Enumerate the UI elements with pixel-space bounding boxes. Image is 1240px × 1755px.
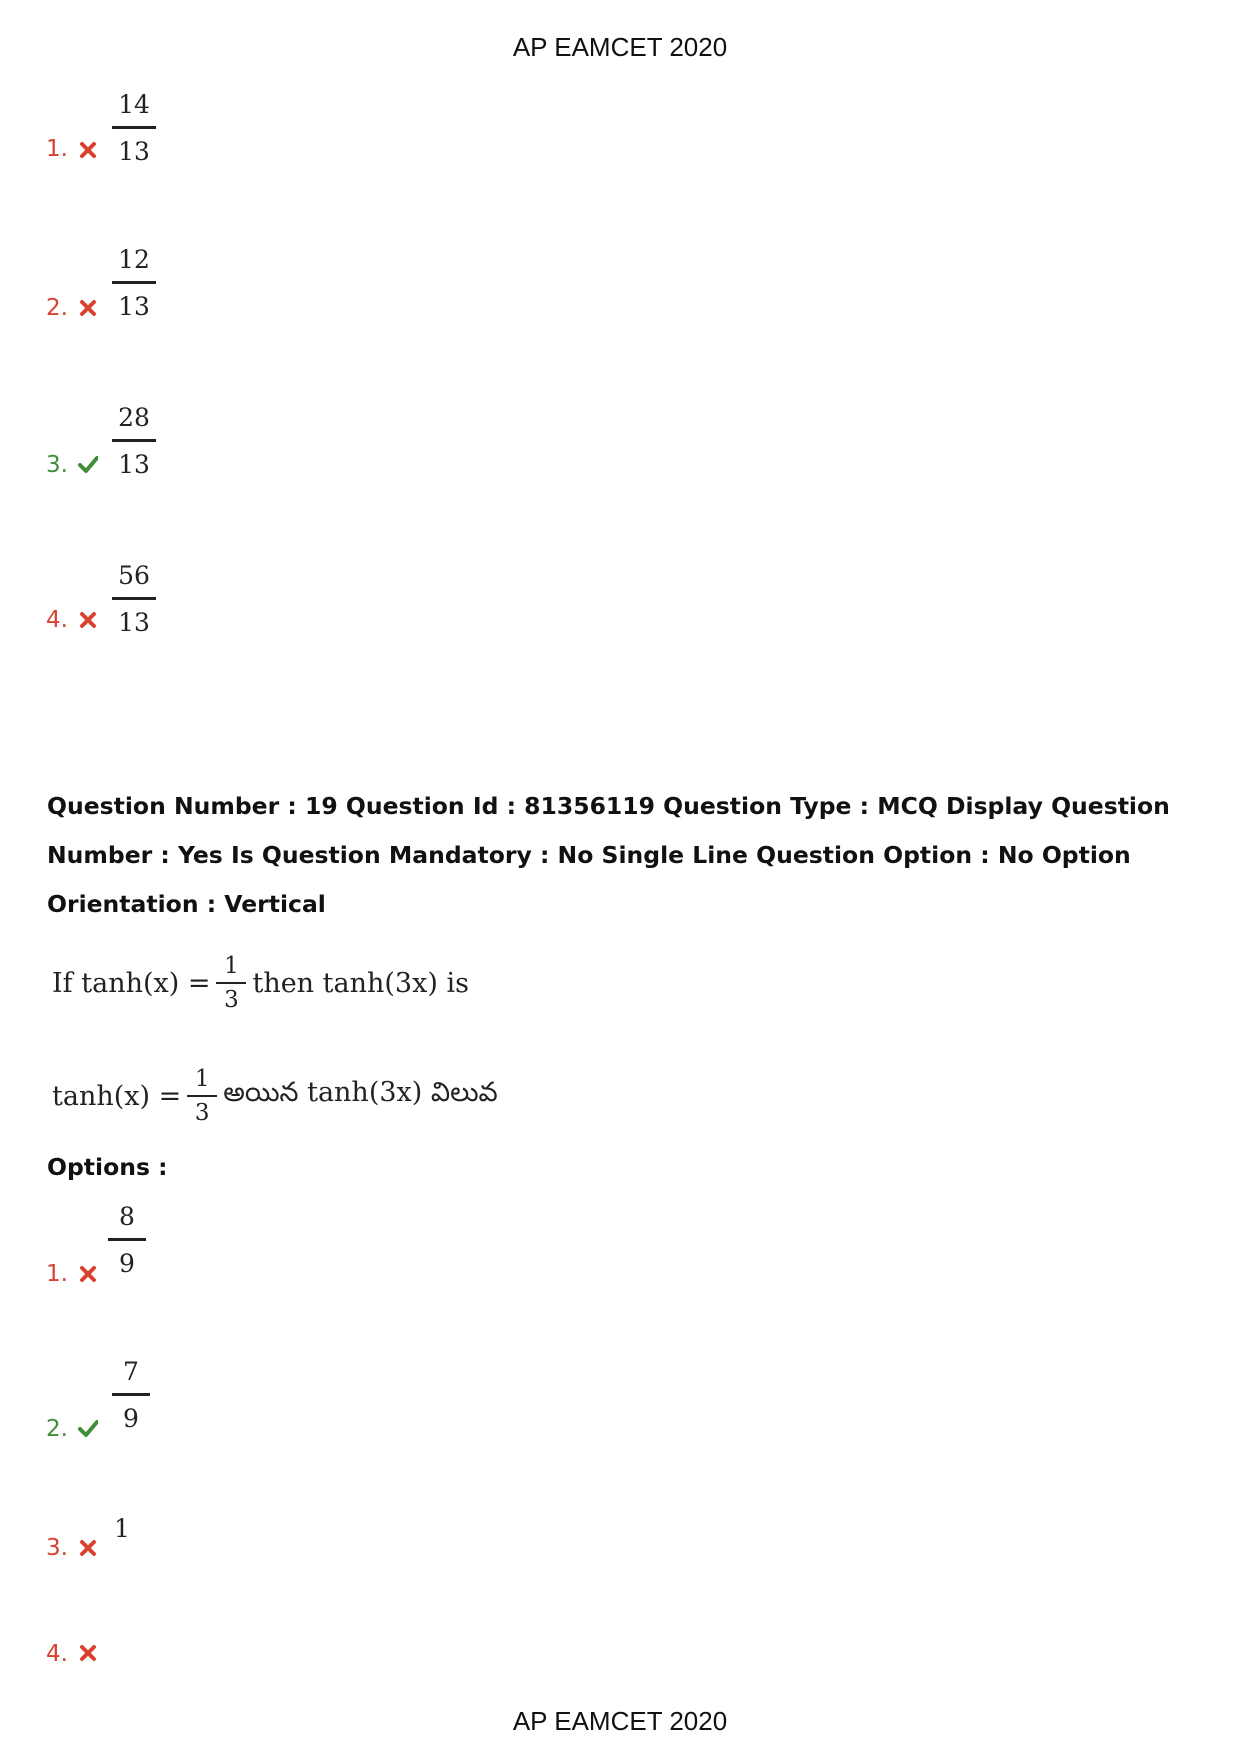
- option-1: [46, 1198, 446, 1298]
- wrong-icon: [78, 1264, 98, 1284]
- question-meta: Question Number : 19 Question Id : 81356119 Question Type : MCQ Display Question Number : Yes Is Question Mandatory : No Single Line Question Option : No Option Orientation : Vertical: [47, 792, 1170, 918]
- option-number: 4.: [46, 1641, 68, 1667]
- option-2: [46, 1353, 446, 1453]
- option-2: [46, 235, 446, 335]
- question-suffix: అయిన tanh(3x) విలువ: [223, 1077, 498, 1108]
- fraction: [112, 403, 156, 480]
- options-label: Options :: [47, 1153, 168, 1181]
- option-number: 3.: [46, 1535, 68, 1561]
- denominator: 9: [119, 1249, 135, 1278]
- numerator: 1: [224, 953, 239, 979]
- page-footer: AP EAMCET 2020: [512, 1706, 728, 1736]
- wrong-icon: [78, 298, 98, 318]
- denominator: 13: [118, 137, 150, 166]
- option-3: [46, 393, 446, 493]
- option-number: 1.: [46, 136, 68, 162]
- fraction: [108, 1202, 146, 1279]
- option-4: [46, 551, 446, 651]
- numerator: 14: [118, 90, 150, 119]
- question-suffix: then tanh(3x) is: [252, 967, 469, 999]
- option-number: 3.: [46, 452, 68, 478]
- question-prefix: If tanh(x) =: [52, 967, 211, 999]
- page-header: AP EAMCET 2020: [512, 32, 728, 62]
- fraction: [112, 561, 156, 638]
- numerator: 7: [123, 1357, 139, 1386]
- denominator: 3: [194, 1100, 210, 1126]
- correct-icon: [78, 454, 98, 474]
- numerator: 12: [118, 245, 150, 274]
- wrong-icon: [78, 140, 98, 160]
- option-number: 2.: [46, 1416, 68, 1442]
- numerator: 56: [118, 561, 150, 590]
- fraction: [112, 245, 156, 322]
- wrong-icon: [78, 1643, 98, 1663]
- option-4: [46, 1616, 446, 1716]
- wrong-icon: [78, 1538, 98, 1558]
- fraction: [216, 953, 246, 1013]
- option-number: 2.: [46, 295, 68, 321]
- numerator: 28: [118, 403, 150, 432]
- question-text-english: [52, 948, 469, 1018]
- option-number: 4.: [46, 607, 68, 633]
- denominator: 9: [123, 1404, 139, 1433]
- denominator: 13: [118, 450, 150, 479]
- denominator: 13: [118, 608, 150, 637]
- denominator: 3: [224, 987, 239, 1013]
- option-1: [46, 80, 446, 180]
- question-text-telugu: [52, 1061, 498, 1131]
- option-value: 1: [114, 1514, 130, 1543]
- wrong-icon: [78, 610, 98, 630]
- fraction: [187, 1066, 217, 1126]
- numerator: 8: [119, 1202, 135, 1231]
- fraction: [112, 90, 156, 167]
- numerator: 1: [194, 1066, 210, 1092]
- option-number: 1.: [46, 1261, 68, 1287]
- option-3: [46, 1510, 446, 1610]
- question-prefix: tanh(x) =: [52, 1080, 182, 1112]
- fraction: [112, 1357, 150, 1434]
- correct-icon: [78, 1418, 98, 1438]
- denominator: 13: [118, 292, 150, 321]
